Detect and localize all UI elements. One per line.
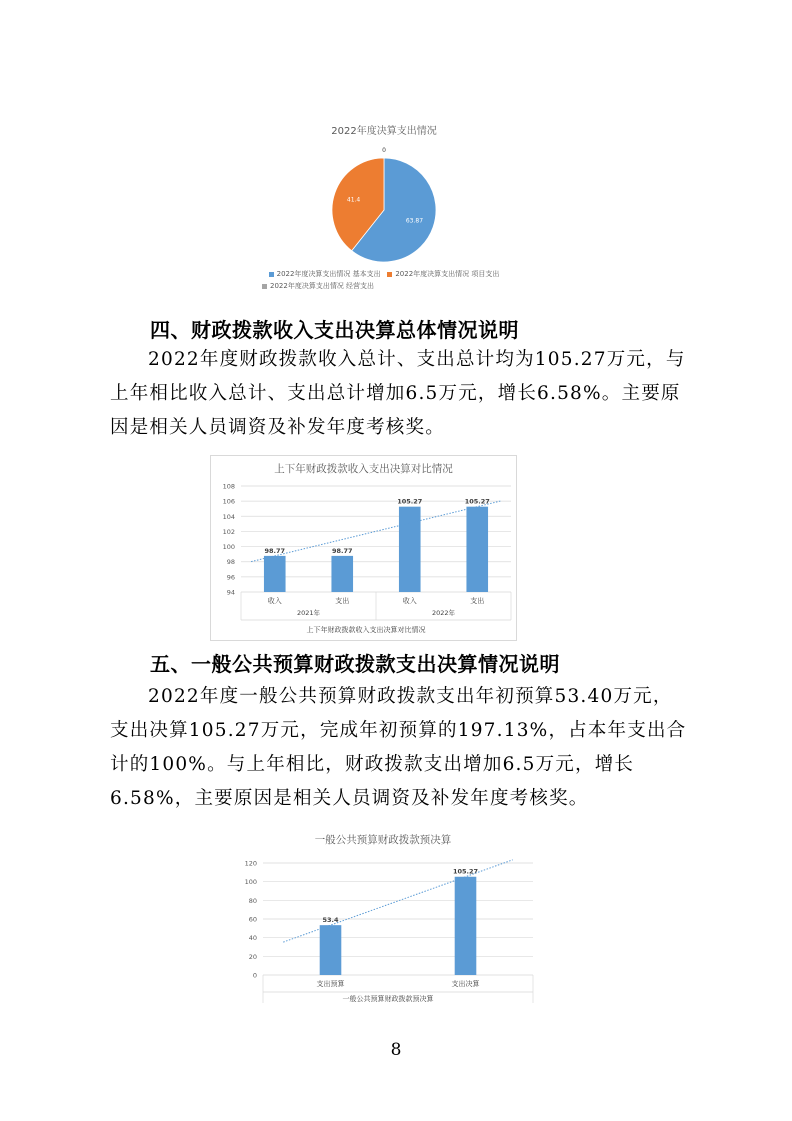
- legend-item-project: [387, 270, 499, 278]
- bar: [264, 556, 286, 592]
- legend-swatch: [387, 272, 392, 277]
- bar: [399, 507, 421, 592]
- legend-item-operating: [260, 280, 508, 292]
- page-number: 8: [390, 1040, 402, 1060]
- bar-value-label: 105.27: [397, 497, 423, 506]
- bar-chart1-title: 上下年财政拨款收入支出决算对比情况: [274, 463, 453, 475]
- pie-chart-title: 2022年度决算支出情况: [331, 126, 437, 137]
- y-tick-label: 94: [226, 588, 235, 597]
- x-tick-label: 收入: [267, 597, 282, 605]
- pie-chart: [260, 134, 508, 284]
- x-group-label: 2021年: [296, 609, 321, 617]
- y-tick-label: 100: [222, 543, 235, 552]
- legend-label: 2022年度决算支出情况 经营支出: [270, 282, 375, 290]
- y-tick-label: 100: [244, 878, 257, 887]
- legend-swatch: [262, 284, 267, 289]
- bar: [331, 556, 353, 592]
- legend-label: 2022年度决算支出情况 基本支出: [276, 270, 381, 278]
- section4-heading: 四、财政拨款收入支出决算总体情况说明: [150, 318, 519, 342]
- y-tick-label: 96: [226, 573, 235, 582]
- bar-chart-comparison: [210, 455, 517, 641]
- section5-heading: 五、一般公共预算财政拨款支出决算情况说明: [150, 652, 560, 676]
- x-tick-label: 支出决算: [451, 980, 480, 988]
- x-axis-title: 上下年财政拨款收入支出决算对比情况: [306, 626, 426, 634]
- bar-value-label: 98.77: [264, 546, 286, 555]
- y-tick-label: 120: [244, 859, 257, 868]
- y-tick-label: 106: [222, 497, 235, 506]
- legend-swatch: [269, 272, 274, 277]
- x-tick-label: 支出: [335, 597, 350, 605]
- x-tick-label: 支出预算: [316, 980, 345, 988]
- legend-item-basic: [269, 270, 381, 278]
- legend-label: 2022年度决算支出情况 项目支出: [395, 270, 500, 278]
- y-tick-label: 104: [222, 512, 235, 521]
- x-tick-label: 收入: [402, 597, 417, 605]
- bar-chart1: [211, 456, 516, 640]
- x-tick-label: 支出: [470, 597, 485, 605]
- y-tick-label: 98: [226, 558, 235, 567]
- y-tick-label: 0: [252, 971, 257, 980]
- y-tick-label: 40: [248, 934, 257, 943]
- bar-value-label: 105.27: [452, 867, 479, 876]
- bar: [466, 507, 488, 592]
- bar-chart2: [233, 827, 535, 1005]
- pie-slice-label: 63.87: [405, 217, 424, 225]
- bar: [455, 877, 477, 975]
- x-axis-title: 一般公共预算财政拨款预决算: [342, 995, 434, 1003]
- pie-chart-container: [260, 112, 508, 300]
- bar-value-label: 53.4: [322, 916, 339, 925]
- bar: [320, 925, 342, 975]
- section4-paragraph: 2022年度财政拨款收入总计、支出总计均为105.27万元，与上年相比收入总计、支出总计增加6.5万元，增长6.58%。主要原因是相关人员调资及补发年度考核奖。: [110, 349, 686, 438]
- section5-paragraph: 2022年度一般公共预算财政拨款支出年初预算53.40万元，支出决算105.27万元，完成年初预算的197.13%，占本年支出合计的100%。与上年相比，财政拨款支出增加6.5万元，增长6.58%，主要原因是相关人员调资及补发年度考核奖。: [110, 686, 687, 809]
- pie-slice-label: 41.4: [346, 196, 361, 204]
- y-tick-label: 80: [248, 896, 257, 905]
- y-tick-label: 108: [222, 482, 235, 491]
- pie-legend: [260, 268, 508, 292]
- y-tick-label: 60: [248, 915, 257, 924]
- y-tick-label: 102: [222, 527, 235, 536]
- bar-value-label: 98.77: [331, 546, 353, 555]
- pie-slice-label: 0: [382, 147, 386, 154]
- bar-chart2-title: 一般公共预算财政拨款预决算: [314, 834, 452, 846]
- bar-value-label: 105.27: [464, 497, 490, 506]
- x-group-label: 2022年: [431, 609, 456, 617]
- y-tick-label: 20: [248, 952, 257, 961]
- trendline: [283, 860, 513, 942]
- bar-chart-budget: [232, 826, 534, 1004]
